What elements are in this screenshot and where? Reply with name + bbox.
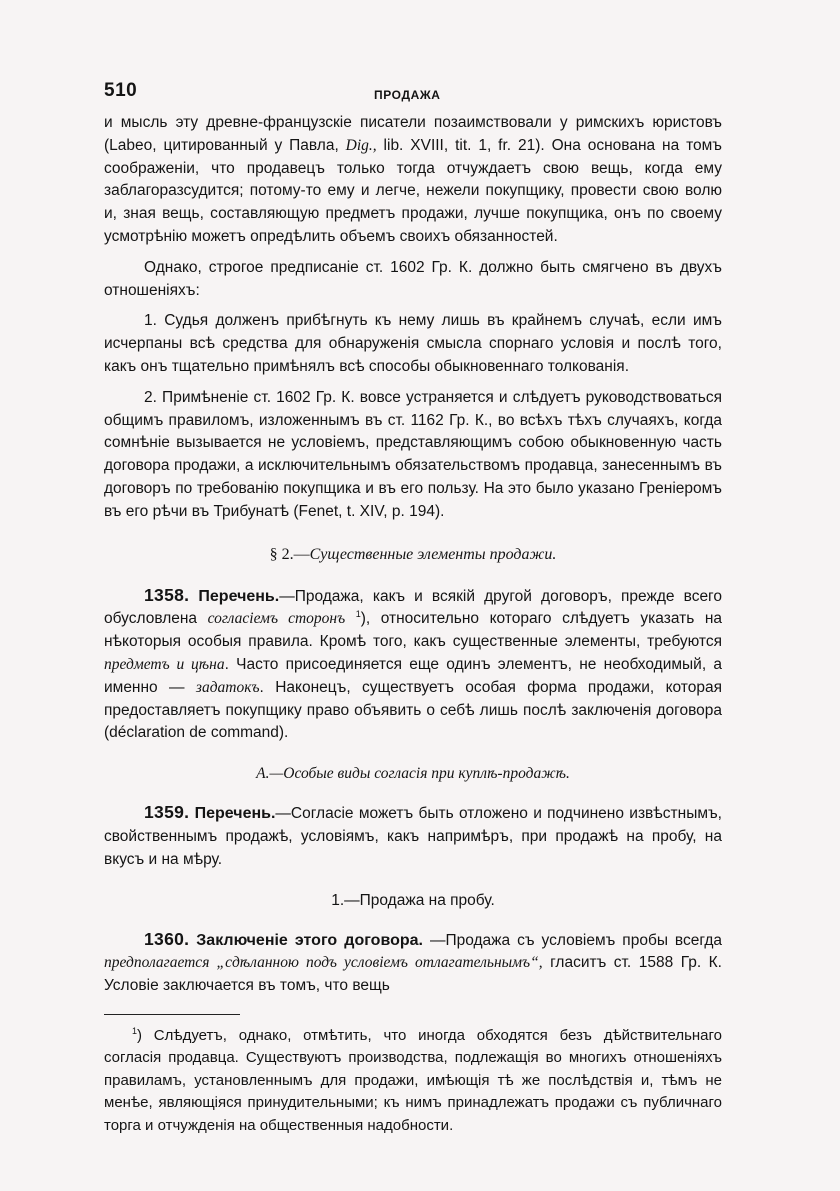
paragraph-text: ), относительно котораго слѣдуетъ указать на нѣкоторыя особыя правила. Кромѣ того, какъ существенные элементы, требуются xyxy=(104,610,723,651)
intro-paragraph-3: 1. Судья долженъ прибѣгнуть къ нему лишь въ крайнемъ случаѣ, если имъ исчерпаны всѣ средства для обнаруженія смысла спорнаго условія и послѣ того, какъ онъ тщательно примѣнялъ всѣ способы обыкновеннаго толкованія. xyxy=(104,312,722,375)
paragraph-1358 xyxy=(104,584,722,746)
paragraph-text: —Продажа съ условіемъ пробы всегда xyxy=(422,931,722,949)
page-header xyxy=(104,78,722,112)
italic-term: предметъ и цѣна xyxy=(104,655,225,673)
paragraph-title: Заключеніе этого договора. xyxy=(196,931,423,949)
italic-term: согласіемъ сторонъ xyxy=(207,610,346,628)
intro-paragraph-4: 2. Примѣненіе ст. 1602 Гр. К. вовсе устраняется и слѣдуетъ руководствоваться общимъ правиломъ, изложеннымъ въ ст. 1162 Гр. К., во всѣхъ тѣхъ случаяхъ, когда сомнѣніе вызывается не условіемъ, представляющимъ собою обыкновенную часть договора продажи, а исключительнымъ обязательствомъ продавца, занесеннымъ въ договоръ по требованію покупщика и въ его пользу. На это было указано Греніеромъ въ его рѣчи въ Трибунатѣ (Fenet, t. XIV, p. 194). xyxy=(104,388,722,520)
intro-text-a: и мысль эту древне-французскіе писатели позаимствовали у римскихъ юристовъ (Labeo, цитированный у Павла, xyxy=(104,114,722,154)
paragraph-number: 1360. xyxy=(144,928,190,949)
paragraph-title: Перечень. xyxy=(198,587,280,605)
paragraph-number: 1358. xyxy=(144,584,190,605)
intro-citation-dig: Dig., xyxy=(345,136,377,154)
paragraph-text: гласитъ ст. 1588 Гр. К. Условіе заключается въ томъ, что вещь xyxy=(104,954,722,995)
paragraph-text: . Наконецъ, существуетъ особая форма продажи, которая предоставляетъ покупщику право объявить о себѣ лишь послѣ заключенія договора (déclaration de command). xyxy=(104,678,722,742)
paragraph-title: Перечень. xyxy=(194,805,276,823)
intro-paragraph-1 xyxy=(104,112,722,249)
italic-term: задатокъ xyxy=(195,678,260,696)
footnote-text: ) Слѣдуетъ, однако, отмѣтить, что иногда обходятся безъ дѣйствительнаго согласія продавца. Существуютъ производства, подлежащія во многихъ отношеніяхъ правиламъ, установленнымъ для продажи, имѣющія тѣ же послѣдствія и, тѣмъ не менѣе, являющіяся принудительными; къ нимъ принадлежатъ продажи съ публичнаго торга и отчужденія на общественныя надобности. xyxy=(104,1026,722,1134)
footnote-divider xyxy=(104,1014,240,1015)
section-heading xyxy=(104,544,722,566)
book-page xyxy=(104,78,722,1137)
footnote-reference: 1 xyxy=(355,609,361,620)
page-number: 510 xyxy=(104,80,138,101)
intro-paragraph-2: Однако, строгое предписаніе ст. 1602 Гр. К. должно быть смягчено въ двухъ отношеніяхъ: xyxy=(104,258,722,299)
footnote-marker: 1 xyxy=(132,1025,138,1036)
subsection-a-heading: А.—Особые виды согласія при куплѣ-продажѣ. xyxy=(256,765,570,783)
paragraph-number: 1359. xyxy=(144,802,190,823)
paragraph-text: —Согласіе можетъ быть отложено и подчинено извѣстнымъ, свойственнымъ продажѣ, условіямъ, какъ напримѣръ, при продажѣ на пробу, на вкусъ и на мѣру. xyxy=(104,805,722,868)
subsection-1-heading: 1.—Продажа на пробу. xyxy=(331,891,495,909)
italic-term: предполагается „сдѣланною подъ условіемъ отлагательнымъ“, xyxy=(104,954,543,972)
paragraph-1360 xyxy=(104,928,722,998)
section-title: Существенные элементы продажи. xyxy=(309,545,557,563)
intro-text-b: lib. XVIII, tit. 1, fr. 21). Она основана на томъ соображеніи, что продавецъ только тогда отчуждаетъ свою вещь, когда ему заблагоразсудится; потому-то ему и легче, нежели покупщику, провести свою волю и, зная вещь, составляющую предметъ продажи, лучше покупщика, онъ по своему усмотрѣнію можетъ опредѣлить объемъ своихъ обязанностей. xyxy=(104,136,722,245)
paragraph-text: . Часто присоединяется еще одинъ элементъ, не необходимый, а именно — xyxy=(104,655,723,696)
section-prefix: § 2.— xyxy=(269,545,310,563)
paragraph-1359 xyxy=(104,801,722,871)
footnote xyxy=(104,1025,722,1138)
paragraph-text: —Продажа, какъ и всякій другой договоръ, прежде всего обусловлена xyxy=(104,587,722,628)
running-title: ПРОДАЖА xyxy=(374,88,441,102)
